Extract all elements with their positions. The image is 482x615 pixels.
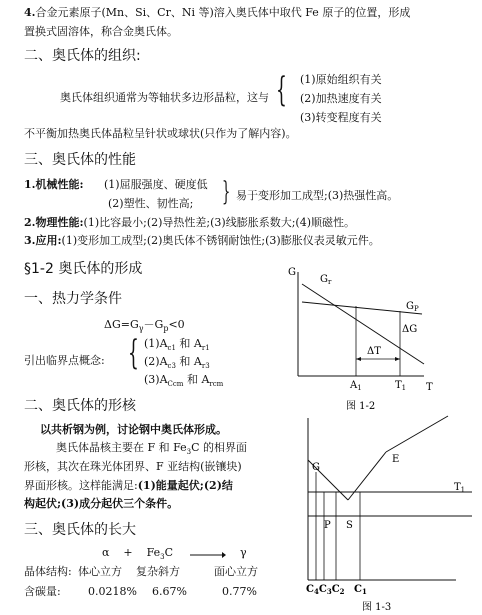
fig1-caption: 图 1-2 (346, 401, 376, 412)
fig1-label-Ggamma: $G_r$ (320, 274, 332, 286)
fig1-p-line (302, 302, 422, 314)
critical-item-3: $(3)A_{Ccm}$ 和 $A_{rcm}$ (144, 373, 224, 389)
mech-result: 易于变形加工成型;(3)热强性高。 (236, 189, 399, 202)
fig2-label-G: G (312, 462, 320, 473)
structure-title: 二、奥氏体的组织: (24, 48, 141, 64)
thermo-formula: $\Delta G=G_\gamma-G_p<0$ (104, 318, 185, 334)
structure-brace: { (276, 70, 287, 110)
fig2-label-T1: $T_1$ (454, 482, 466, 494)
nucleation-line-1: 奥氏体晶核主要在 F 和 $Fe_3C$ 的相界面 (56, 441, 248, 457)
growth-row2-label: 含碳量: (24, 585, 61, 598)
critical-item-2: $(2)A_{c3}$ 和 $A_{r3}$ (144, 355, 210, 371)
nucleation-line-2: 形核，其次在珠光体团界、F 亚结构(嵌镶块) (24, 460, 242, 473)
mech-brace: } (222, 177, 231, 207)
critical-item-1: $(1)A_{c1}$ 和 $A_{r1}$ (144, 337, 210, 353)
fig2-se-line (348, 452, 386, 500)
properties-title: 三、奥氏体的性能 (24, 152, 136, 168)
fig1-dt-arrow-left (356, 357, 361, 361)
growth-row2-a: 0.0218% (88, 585, 137, 598)
formation-title: §1-2 奥氏体的形成 (24, 261, 143, 277)
growth-reaction-left: α + $Fe_3C$ (102, 546, 174, 562)
phys-text: (1)比容最小;(2)导热性差;(3)线膨胀系数大;(4)顺磁性。 (83, 216, 355, 229)
nucleation-conditions: (1)能量起伏;(2)结 (137, 479, 233, 492)
fig1-label-dG: ΔG (402, 324, 418, 335)
critical-lead: 引出临界点概念: (24, 354, 105, 367)
nucleation-title: 二、奥氏体的形核 (24, 398, 136, 414)
structure-item-3: (3)转变程度有关 (300, 111, 382, 124)
fig2-label-c4c3c2: $C_4C_3C_2$ (306, 584, 345, 596)
growth-row1-b: 复杂斜方 (136, 565, 180, 578)
fig1-label-T1: $T_1$ (395, 380, 407, 392)
structure-lead: 奥氏体组织通常为等轴状多边形晶粒，这与 (60, 91, 269, 104)
nucleation-line-3 (24, 479, 233, 494)
fig1-label-Gp: $G_P$ (406, 301, 419, 313)
fig2-e-line (386, 416, 448, 452)
fig2-label-E: E (392, 454, 400, 465)
growth-row2-b: 6.67% (152, 585, 187, 598)
phys-label: 2.物理性能: (24, 216, 84, 229)
structure-tail: 不平衡加热奥氏体晶粒呈针状或球状(只作为了解内容)。 (24, 127, 297, 140)
nucleation-intro: 以共析钢为例，讨论钢中奥氏体形成。 (40, 423, 227, 436)
fig2-label-P: P (324, 520, 331, 531)
phys-line (24, 216, 355, 231)
alloy-line-1 (24, 6, 410, 21)
mech-label: 1.机械性能: (24, 178, 84, 191)
structure-item-1: (1)原始组织有关 (300, 73, 382, 86)
alloy-line-2: 置换式固溶体，称合金奥氏体。 (24, 25, 178, 38)
growth-title: 三、奥氏体的长大 (24, 522, 136, 538)
nucleation-line-3-text: 界面形核。这样能满足: (24, 479, 138, 492)
app-line (24, 234, 380, 249)
reaction-arrow (190, 550, 226, 560)
alloy-text-1: 合金元素原子(Mn、Si、Cr、Ni 等)溶入奥氏体中取代 Fe 原子的位置，形成 (35, 6, 411, 19)
fig1-label-G: G (288, 267, 296, 278)
fig2-caption: 图 1-3 (362, 602, 392, 612)
alloy-number: 4. (24, 6, 36, 19)
growth-reaction-right: γ (240, 546, 247, 559)
fig1-label-A1: $A_1$ (350, 380, 362, 392)
thermo-title: 一、热力学条件 (24, 291, 122, 307)
fig2-label-S: S (346, 520, 353, 531)
app-label: 3.应用: (24, 234, 62, 247)
fig1-dt-arrow-right (395, 357, 400, 361)
fig2-label-c1: $C_1$ (354, 584, 367, 596)
structure-item-2: (2)加热速度有关 (300, 92, 382, 105)
growth-row1-label: 晶体结构: (24, 565, 72, 578)
growth-row2-c: 0.77% (222, 585, 257, 598)
growth-row1-c: 面心立方 (214, 565, 258, 578)
nucleation-conditions-2: 构起伏;(3)成分起伏三个条件。 (24, 497, 179, 510)
figure-1-2 (284, 264, 474, 414)
mech-a: (1)屈服强度、硬度低 (104, 178, 208, 191)
fig1-label-T: T (426, 382, 433, 393)
mech-b: (2)塑性、韧性高; (108, 197, 194, 210)
fig1-label-dT: ΔT (367, 346, 381, 357)
app-text: (1)变形加工成型;(2)奥氏体不锈钢耐蚀性;(3)膨胀仪表灵敏元件。 (61, 234, 380, 247)
growth-row1-a: 体心立方 (78, 565, 122, 578)
figure-1-3 (296, 412, 480, 612)
critical-brace: { (128, 333, 139, 373)
